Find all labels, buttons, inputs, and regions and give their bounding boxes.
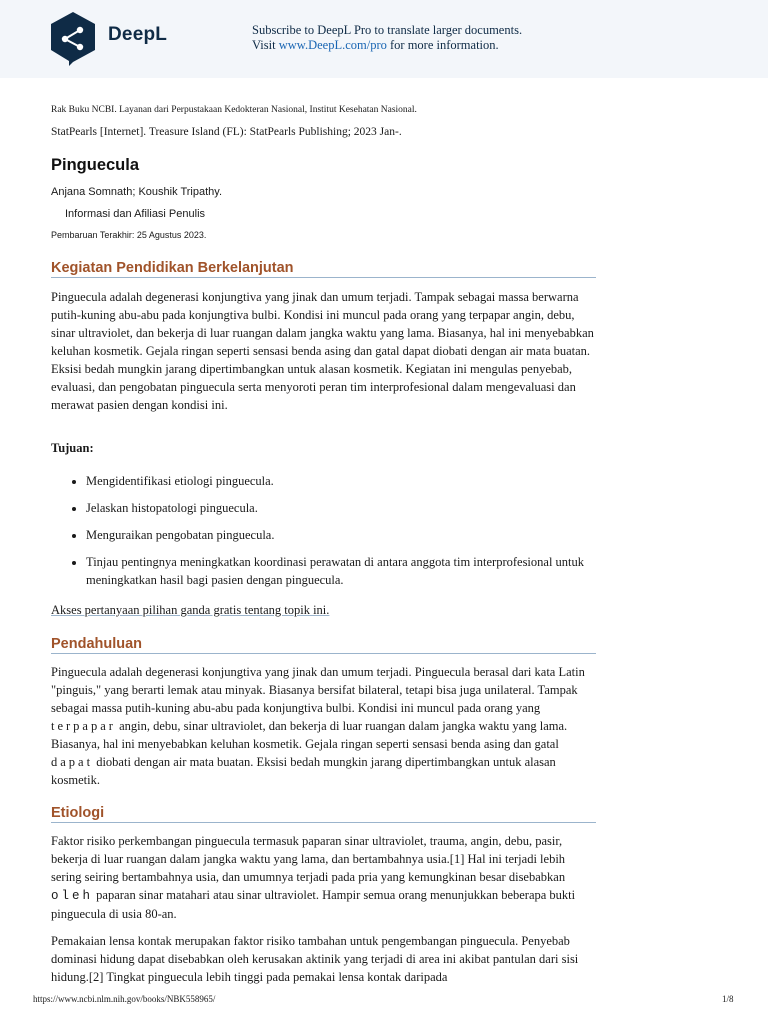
promo-line-1: Subscribe to DeepL Pro to translate larger documents. <box>252 23 523 37</box>
intro-paragraph <box>51 663 596 789</box>
mcq-access-link[interactable]: Akses pertanyaan pilihan ganda gratis tentang topik ini. <box>51 603 330 617</box>
etio-section-heading <box>51 805 596 823</box>
promo-visit: Visit <box>252 38 279 52</box>
list-item: • Tinjau pentingnya meningkatkan koordinasi perawatan di antara anggota tim interprofesional untuk meningkatkan hasil bagi pasien dengan pinguecula. <box>86 553 631 589</box>
deepl-logo-icon <box>47 10 99 66</box>
objectives-label: Tujuan: <box>51 441 94 455</box>
list-item: • Mengidentifikasi etiologi pinguecula. <box>86 472 631 490</box>
intro-spaced-word-2: dapat <box>51 755 94 769</box>
last-updated: Pembaruan Terakhir: 25 Agustus 2023. <box>51 230 207 240</box>
list-item: • Jelaskan histopatologi pinguecula. <box>86 499 631 517</box>
list-item: • Menguraikan pengobatan pinguecula. <box>86 526 631 544</box>
deepl-pro-link[interactable]: www.DeepL.com/pro <box>278 38 387 52</box>
page-title: Pinguecula <box>51 156 140 174</box>
deepl-banner <box>0 0 768 78</box>
etio-spaced-word: oleh <box>51 889 94 903</box>
intro-heading: Pendahuluan <box>51 636 596 654</box>
etio-paragraph-1 <box>51 832 596 923</box>
footer-url: https://www.ncbi.nlm.nih.gov/books/NBK558965/ <box>33 994 216 1004</box>
deepl-wordmark: DeepL <box>108 24 168 45</box>
promo-line-2 <box>252 38 522 53</box>
etio-text-b: paparan sinar matahari atau sinar ultraviolet. Hampir semua orang menunjukkan beberapa bukti pinguecula di usia 80-an. <box>51 888 576 921</box>
promo-text <box>252 23 522 53</box>
etio-heading: Etiologi <box>51 805 596 823</box>
affiliations-link[interactable]: Informasi dan Afiliasi Penulis <box>65 208 206 220</box>
ce-heading: Kegiatan Pendidikan Berkelanjutan <box>51 260 596 278</box>
intro-text-c: diobati dengan air mata buatan. Eksisi bedah mungkin jarang dipertimbangkan untuk alasan kosmetik. <box>51 755 556 787</box>
bookshelf-line: Rak Buku NCBI. Layanan dari Perpustakaan Kedokteran Nasional, Institut Kesehatan Nasional. <box>51 105 417 115</box>
ce-paragraph: Pinguecula adalah degenerasi konjungtiva yang jinak dan umum terjadi. Tampak sebagai massa berwarna putih-kuning abu-abu pada konjungtiva bulbi. Kondisi ini muncul pada orang yang terpapar angin, debu, sinar ultraviolet, dan bekerja di luar ruangan dalam jangka waktu yang lama. Biasanya, hal ini menyebabkan keluhan kosmetik. Gejala ringan seperti sensasi benda asing dan gatal dapat diobati dengan air mata buatan. Eksisi bedah mungkin jarang dipertimbangkan untuk alasan kosmetik. Kegiatan ini mengulas penyebab, evaluasi, dan pengobatan pinguecula serta menyoroti peran tim interprofesional dalam mengevaluasi dan merawat pasien dengan kondisi ini. <box>51 290 594 412</box>
ce-section-heading <box>51 260 596 278</box>
intro-section-heading <box>51 636 596 654</box>
page-number: 1/8 <box>722 994 734 1004</box>
intro-text-a: Pinguecula adalah degenerasi konjungtiva yang jinak dan umum terjadi. Pinguecula berasal dari kata Latin "pinguis," yang berarti lemak atau minyak. Biasanya bersifat bilateral, tetapi bisa juga unilateral. Tampak sebagai massa putih-kuning abu-abu pada konjungtiva bulbi. Kondisi ini muncul pada orang yang <box>51 665 585 715</box>
intro-spaced-word-1: terpapar <box>51 719 116 733</box>
promo-after: for more information. <box>386 38 499 52</box>
etio-text-a: Faktor risiko perkembangan pinguecula termasuk paparan sinar ultraviolet, trauma, angin, debu, pasir, bekerja di luar ruangan dalam jangka waktu yang lama, dan bertambahnya usia.[1] Hal ini terjadi lebih sering seiring bertambahnya usia, dan umumnya terjadi pada pria yang kemungkinan besar disebabkan <box>51 834 566 884</box>
objectives-list <box>51 472 631 598</box>
intro-text-b: angin, debu, sinar ultraviolet, dan bekerja di luar ruangan dalam jangka waktu yang lama. Biasanya, hal ini menyebabkan keluhan kosmetik. Gejala ringan seperti sensasi benda asing dan gatal <box>51 719 568 751</box>
citation-line: StatPearls [Internet]. Treasure Island (FL): StatPearls Publishing; 2023 Jan-. <box>51 126 402 138</box>
authors: Anjana Somnath; Koushik Tripathy. <box>51 186 223 198</box>
etio-paragraph-2: Pemakaian lensa kontak merupakan faktor risiko tambahan untuk pengembangan pinguecula. Penyebab dominasi hidung dapat disebabkan oleh kerusakan aktinik yang terjadi di area ini akibat pantulan dari sisi hidung.[2] Tingkat pinguecula lebih tinggi pada pemakai lensa kontak daripada <box>51 934 579 984</box>
